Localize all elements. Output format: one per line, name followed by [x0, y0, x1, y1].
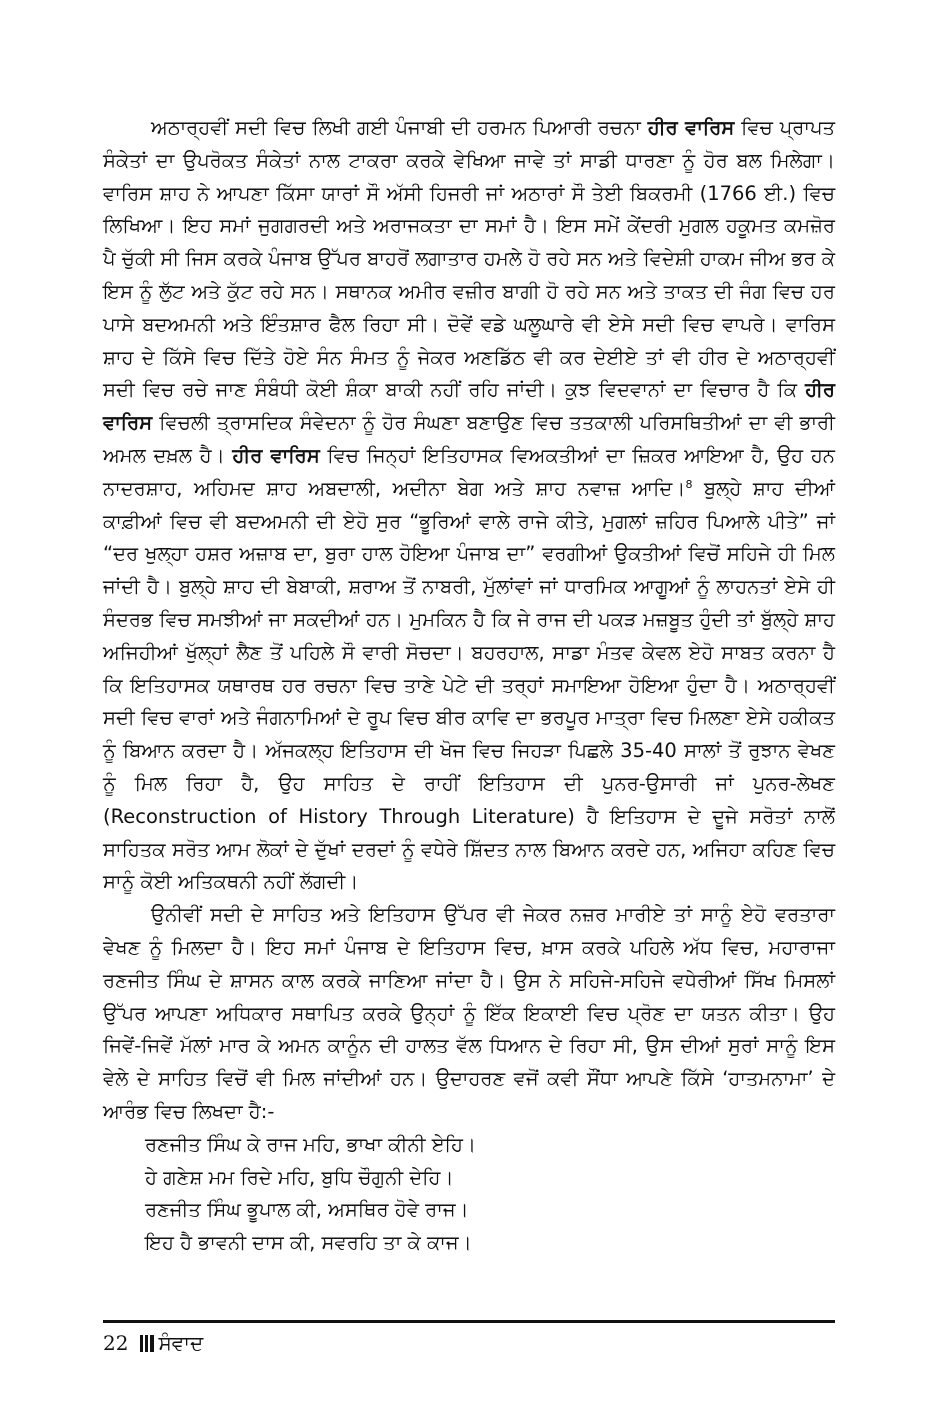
footnote-marker: 8	[685, 477, 693, 491]
book-title: ਹੀਰ ਵਾਰਿਸ	[232, 443, 320, 467]
verse-line-1: ਰਣਜੀਤ ਸਿੰਘ ਕੇ ਰਾਜ ਮਹਿ, ਭਾਖਾ ਕੀਨੀ ਏਹਿ।	[145, 1132, 477, 1156]
verse-line-2: ਹੇ ਗਣੇਸ਼ ਮਮ ਰਿਦੇ ਮਹਿ, ਬੁਧਿ ਚੌਗੁਨੀ ਦੇਹਿ।	[145, 1165, 454, 1189]
page-body	[103, 112, 835, 1260]
paragraph-2	[103, 899, 835, 1129]
verse-line-4: ਇਹ ਹੈ ਭਾਵਨੀ ਦਾਸ ਕੀ, ਸਵਰਹਿ ਤਾ ਕੇ ਕਾਜ।	[145, 1231, 472, 1255]
text-run: ਵਿਚਲੀ ਤ੍ਰਾਸਦਿਕ ਸੰਵੇਦਨਾ ਨੂੰ ਹੋਰ ਸੰਘਣਾ ਬਣਾਉਣ ਵਿਚ ਤਤਕਾਲੀ ਪਰਿਸਥਿਤੀਆਂ ਦਾ ਵੀ ਭਾਰੀ ਅਮਲ ਦਖ਼ਲ ਹੈ।	[103, 411, 835, 467]
text-run: ਵਿਚ ਜਿਨ੍ਹਾਂ ਇਤਿਹਾਸਕ ਵਿਅਕਤੀਆਂ ਦਾ ਜ਼ਿਕਰ ਆਇਆ ਹੈ, ਉਹ ਹਨ ਨਾਦਰਸ਼ਾਹ, ਅਹਿਮਦ ਸ਼ਾਹ ਅਬਦਾਲੀ, ਅਦੀਨਾ ਬੇਗ ਅਤੇ ਸ਼ਾਹ ਨਵਾਜ਼ ਆਦਿ।	[103, 443, 835, 500]
text-run: ਬੁਲ੍ਹੇ ਸ਼ਾਹ ਦੀਆਂ ਕਾਫ਼ੀਆਂ ਵਿਚ ਵੀ ਬਦਅਮਨੀ ਦੀ ਏਹੋ ਸੁਰ “ਭੂਰਿਆਂ ਵਾਲੇ ਰਾਜੇ ਕੀਤੇ, ਮੁਗਲਾਂ ਜ਼ਹਿਰ ਪਿਆਲੇ ਪੀਤੇ” ਜਾਂ “ਦਰ ਖੁਲ੍ਹਾ ਹਸ਼ਰ ਅਜ਼ਾਬ ਦਾ, ਬੁਰਾ ਹਾਲ ਹੋਇਆ ਪੰਜਾਬ ਦਾ” ਵਰਗੀਆਂ ਉਕਤੀਆਂ ਵਿਚੋਂ ਸਹਿਜੇ ਹੀ ਮਿਲ ਜਾਂਦੀ ਹੈ। ਬੁਲ੍ਹੇ ਸ਼ਾਹ ਦੀ ਬੇਬਾਕੀ, ਸ਼ਰਾਅ ਤੋਂ ਨਾਬਰੀ, ਮੁੱਲਾਂਵਾਂ ਜਾਂ ਧਾਰਮਿਕ ਆਗੂਆਂ ਨੂੰ ਲਾਹਨਤਾਂ ਏਸੇ ਹੀ ਸੰਦਰਭ ਵਿਚ ਸਮਝੀਆਂ ਜਾ ਸਕਦੀਆਂ ਹਨ। ਮੁਮਕਿਨ ਹੈ ਕਿ ਜੇ ਰਾਜ ਦੀ ਪਕੜ ਮਜ਼ਬੂਤ ਹੁੰਦੀ ਤਾਂ ਬੁੱਲ੍ਹੇ ਸ਼ਾਹ ਅਜਿਹੀਆਂ ਖੁੱਲ੍ਹਾਂ ਲੈਣ ਤੋਂ ਪਹਿਲੇ ਸੌ ਵਾਰੀ ਸੋਚਦਾ। ਬਹਰਹਾਲ, ਸਾਡਾ ਮੰਤਵ ਕੇਵਲ ਏਹੋ ਸਾਬਤ ਕਰਨਾ ਹੈ ਕਿ ਇਤਿਹਾਸਕ ਯਥਾਰਥ ਹਰ ਰਚਨਾ ਵਿਚ ਤਾਣੇ ਪੇਟੇ ਦੀ ਤਰ੍ਹਾਂ ਸਮਾਇਆ ਹੋਇਆ ਹੁੰਦਾ ਹੈ। ਅਠਾਰ੍ਹਵੀਂ ਸਦੀ ਵਿਚ ਵਾਰਾਂ ਅਤੇ ਜੰਗਨਾਮਿਆਂ ਦੇ ਰੂਪ ਵਿਚ ਬੀਰ ਕਾਵਿ ਦਾ ਭਰਪੂਰ ਮਾਤ੍ਰਾ ਵਿਚ ਮਿਲਣਾ ਏਸੇ ਹਕੀਕਤ ਨੂੰ ਬਿਆਨ ਕਰਦਾ ਹੈ। ਅੱਜਕਲ੍ਹ ਇਤਿਹਾਸ ਦੀ ਖੋਜ ਵਿਚ ਜਿਹੜਾ ਪਿਛਲੇ 35-40 ਸਾਲਾਂ ਤੋਂ ਰੁਝਾਨ ਵੇਖਣ ਨੂੰ ਮਿਲ ਰਿਹਾ ਹੈ, ਉਹ ਸਾਹਿਤ ਦੇ ਰਾਹੀਂ ਇਤਿਹਾਸ ਦੀ ਪੁਨਰ-ਉਸਾਰੀ ਜਾਂ ਪੁਨਰ-ਲੇਖਣ (Reconstruction of History Through Literature) ਹੈ ਇਤਿਹਾਸ ਦੇ ਦੂਜੇ ਸਰੋਤਾਂ ਨਾਲੋਂ ਸਾਹਿਤਕ ਸਰੋਤ ਆਮ ਲੋਕਾਂ ਦੇ ਦੁੱਖਾਂ ਦਰਦਾਂ ਨੂੰ ਵਧੇਰੇ ਸ਼ਿੱਦਤ ਨਾਲ ਬਿਆਨ ਕਰਦੇ ਹਨ, ਅਜਿਹਾ ਕਹਿਣ ਵਿਚ ਸਾਨੂੰ ਕੋਈ ਅਤਿਕਥਨੀ ਨਹੀਂ ਲੱਗਦੀ।	[103, 476, 835, 894]
footer-divider	[103, 1320, 835, 1323]
bars-icon	[140, 1335, 154, 1352]
verse-line-3: ਰਣਜੀਤ ਸਿੰਘ ਭੂਪਾਲ ਕੀ, ਅਸਥਿਰ ਹੋਵੇ ਰਾਜ।	[145, 1198, 469, 1222]
paragraph-1	[103, 112, 835, 899]
text-run: ਅਠਾਰ੍ਹਵੀਂ ਸਦੀ ਵਿਚ ਲਿਖੀ ਗਈ ਪੰਜਾਬੀ ਦੀ ਹਰਮਨ ਪਿਆਰੀ ਰਚਨਾ	[151, 116, 648, 139]
text-run: ਵਿਚ ਪ੍ਰਾਪਤ ਸੰਕੇਤਾਂ ਦਾ ਉਪਰੋਕਤ ਸੰਕੇਤਾਂ ਨਾਲ ਟਾਕਰਾ ਕਰਕੇ ਵੇਖਿਆ ਜਾਵੇ ਤਾਂ ਸਾਡੀ ਧਾਰਣਾ ਨੂੰ ਹੋਰ ਬਲ ਮਿਲੇਗਾ। ਵਾਰਿਸ ਸ਼ਾਹ ਨੇ ਆਪਣਾ ਕਿੱਸਾ ਯਾਰਾਂ ਸੌ ਅੱਸੀ ਹਿਜਰੀ ਜਾਂ ਅਠਾਰਾਂ ਸੌ ਤੇਈ ਬਿਕਰਮੀ (1766 ਈ.) ਵਿਚ ਲਿਖਿਆ। ਇਹ ਸਮਾਂ ਜੁਗਗਰਦੀ ਅਤੇ ਅਰਾਜਕਤਾ ਦਾ ਸਮਾਂ ਹੈ। ਇਸ ਸਮੇਂ ਕੇਂਦਰੀ ਮੁਗਲ ਹਕੂਮਤ ਕਮਜ਼ੋਰ ਪੈ ਚੁੱਕੀ ਸੀ ਜਿਸ ਕਰਕੇ ਪੰਜਾਬ ਉੱਪਰ ਬਾਹਰੋਂ ਲਗਾਤਾਰ ਹਮਲੇ ਹੋ ਰਹੇ ਸਨ ਅਤੇ ਵਿਦੇਸ਼ੀ ਹਾਕਮ ਜੀਅ ਭਰ ਕੇ ਇਸ ਨੂੰ ਲੁੱਟ ਅਤੇ ਕੁੱਟ ਰਹੇ ਸਨ। ਸਥਾਨਕ ਅਮੀਰ ਵਜ਼ੀਰ ਬਾਗੀ ਹੋ ਰਹੇ ਸਨ ਅਤੇ ਤਾਕਤ ਦੀ ਜੰਗ ਵਿਚ ਹਰ ਪਾਸੇ ਬਦਅਮਨੀ ਅਤੇ ਇੰਤਸ਼ਾਰ ਫੈਲ ਰਿਹਾ ਸੀ। ਦੋਵੇਂ ਵਡੇ ਘਲੂਘਾਰੇ ਵੀ ਏਸੇ ਸਦੀ ਵਿਚ ਵਾਪਰੇ। ਵਾਰਿਸ ਸ਼ਾਹ ਦੇ ਕਿੱਸੇ ਵਿਚ ਦਿੱਤੇ ਹੋਏ ਸੰਨ ਸੰਮਤ ਨੂੰ ਜੇਕਰ ਅਣਡਿੱਠ ਵੀ ਕਰ ਦੇਈਏ ਤਾਂ ਵੀ ਹੀਰ ਦੇ ਅਠਾਰ੍ਹਵੀਂ ਸਦੀ ਵਿਚ ਰਚੇ ਜਾਣ ਸੰਬੰਧੀ ਕੋਈ ਸ਼ੰਕਾ ਬਾਕੀ ਨਹੀਂ ਰਹਿ ਜਾਂਦੀ। ਕੁਝ ਵਿਦਵਾਨਾਂ ਦਾ ਵਿਚਾਰ ਹੈ ਕਿ	[103, 116, 835, 402]
text-run: ਉਨੀਵੀਂ ਸਦੀ ਦੇ ਸਾਹਿਤ ਅਤੇ ਇਤਿਹਾਸ ਉੱਪਰ ਵੀ ਜੇਕਰ ਨਜ਼ਰ ਮਾਰੀਏ ਤਾਂ ਸਾਨੂੰ ਏਹੋ ਵਰਤਾਰਾ ਵੇਖਣ ਨੂੰ ਮਿਲਦਾ ਹੈ। ਇਹ ਸਮਾਂ ਪੰਜਾਬ ਦੇ ਇਤਿਹਾਸ ਵਿਚ, ਖ਼ਾਸ ਕਰਕੇ ਪਹਿਲੇ ਅੱਧ ਵਿਚ, ਮਹਾਰਾਜਾ ਰਣਜੀਤ ਸਿੰਘ ਦੇ ਸ਼ਾਸਨ ਕਾਲ ਕਰਕੇ ਜਾਣਿਆ ਜਾਂਦਾ ਹੈ। ਉਸ ਨੇ ਸਹਿਜੇ-ਸਹਿਜੇ ਵਧੇਰੀਆਂ ਸਿੱਖ ਮਿਸਲਾਂ ਉੱਪਰ ਆਪਣਾ ਅਧਿਕਾਰ ਸਥਾਪਿਤ ਕਰਕੇ ਉਨ੍ਹਾਂ ਨੂੰ ਇੱਕ ਇਕਾਈ ਵਿਚ ਪ੍ਰੋਣ ਦਾ ਯਤਨ ਕੀਤਾ। ਉਹ ਜਿਵੇਂ-ਜਿਵੇਂ ਮੱਲਾਂ ਮਾਰ ਕੇ ਅਮਨ ਕਾਨੂੰਨ ਦੀ ਹਾਲਤ ਵੱਲ ਧਿਆਨ ਦੇ ਰਿਹਾ ਸੀ, ਉਸ ਦੀਆਂ ਸੁਰਾਂ ਸਾਨੂੰ ਇਸ ਵੇਲੇ ਦੇ ਸਾਹਿਤ ਵਿਚੋਂ ਵੀ ਮਿਲ ਜਾਂਦੀਆਂ ਹਨ। ਉਦਾਹਰਣ ਵਜੋਂ ਕਵੀ ਸੌਂਧਾ ਆਪਣੇ ਕਿੱਸੇ ‘ਹਾਤਮਨਾਮਾ’ ਦੇ ਆਰੰਭ ਵਿਚ ਲਿਖਦਾ ਹੈ:-	[103, 903, 835, 1123]
book-title: ਹੀਰ ਵਾਰਿਸ	[103, 378, 835, 435]
page-footer	[103, 1327, 203, 1359]
book-title: ਹੀਰ ਵਾਰਿਸ	[647, 116, 735, 139]
page-number: 22	[103, 1331, 129, 1355]
verse-block	[103, 1129, 835, 1260]
journal-name: ਸੰਵਾਦ	[158, 1331, 204, 1355]
